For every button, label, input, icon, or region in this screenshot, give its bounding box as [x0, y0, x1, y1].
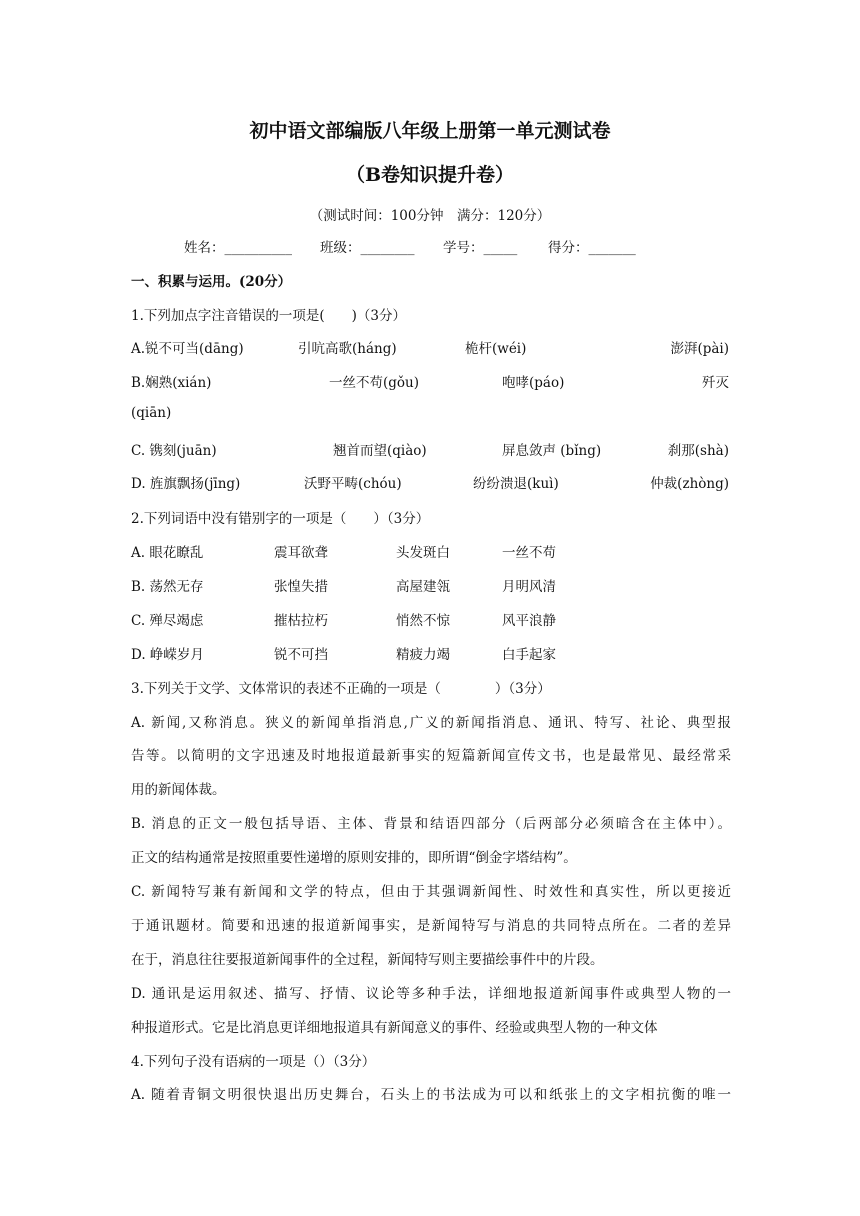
q1-option-c-2: 翘首而望(qiào)	[333, 443, 427, 459]
name-field: 姓名：__________	[184, 240, 292, 256]
document-title: 初中语文部编版八年级上册第一单元测试卷	[249, 120, 611, 142]
q4-stem: 4.下列句子没有语病的一项是（）（3分）	[131, 1054, 376, 1070]
q2-option-b-2: 张惶失措	[274, 579, 328, 595]
q3-option-a-line-1: A. 新闻,又称消息。狭义的新闻单指消息,广义的新闻指消息、通讯、特写、社论、典型报	[131, 715, 731, 731]
q1-option-d-3: 纷纷溃退(kuì)	[473, 476, 559, 492]
q3-option-a-line-2: 告等。以简明的文字迅速及时地报道最新事实的短篇新闻宣传文书，也是最常见、最经常采	[131, 748, 731, 764]
score-field: 得分：_______	[548, 240, 636, 256]
q3-option-c-line-1: C. 新闻特写兼有新闻和文学的特点，但由于其强调新闻性、时效性和真实性，所以更接近	[131, 884, 731, 900]
q3-option-b-line-2: 正文的结构通常是按照重要性递增的原则安排的，即所谓“倒金字塔结构”。	[131, 850, 577, 866]
q2-option-a-1: A. 眼花瞭乱	[131, 545, 204, 561]
q1-option-a-4: 澎湃(pài)	[670, 341, 729, 357]
section-heading: 一、积累与运用。(20分）	[131, 274, 292, 290]
q2-option-d-2: 锐不可挡	[274, 647, 328, 663]
q2-option-c-4: 风平浪静	[502, 613, 556, 629]
q1-option-a-1: A.锐不可当(dāng)	[131, 341, 244, 357]
q1-option-b-4: 歼灭	[702, 375, 729, 391]
q1-option-b-tail: (qiān)	[131, 405, 172, 421]
q2-option-c-2: 摧枯拉朽	[274, 613, 328, 629]
q3-option-d-line-1: D. 通讯是运用叙述、描写、抒情、议论等多种手法，详细地报道新闻事件或典型人物的一	[131, 986, 731, 1002]
q2-stem: 2.下列词语中没有错别字的一项是（ ）（3分）	[131, 511, 430, 527]
q1-option-d-4: 仲裁(zhòng)	[650, 476, 729, 492]
q1-option-b-2: 一丝不苟(gǒu)	[329, 375, 419, 391]
q1-option-d-2: 沃野平畴(chóu)	[304, 476, 402, 492]
q2-option-b-3: 高屋建瓴	[396, 579, 450, 595]
class-field: 班级：________	[320, 240, 415, 256]
document-subtitle: （B卷知识提升卷）	[345, 164, 515, 186]
q3-option-c-line-3: 在于，消息往往要报道新闻事件的全过程，新闻特写则主要描绘事件中的片段。	[131, 952, 604, 968]
q1-option-c-3: 屏息敛声 (bǐng)	[502, 443, 602, 459]
q1-option-d-1: D. 旌旗飘扬(jīng)	[131, 476, 241, 492]
q2-option-b-1: B. 荡然无存	[131, 579, 204, 595]
q2-option-d-4: 白手起家	[502, 647, 556, 663]
q4-option-a-line-1: A. 随着青铜文明很快退出历史舞台，石头上的书法成为可以和纸张上的文字相抗衡的唯一	[131, 1087, 731, 1103]
q1-option-a-3: 桅杆(wéi)	[465, 341, 527, 357]
q2-option-c-1: C. 殚尽竭虑	[131, 613, 204, 629]
number-field: 学号：_____	[443, 240, 518, 256]
q2-option-c-3: 悄然不惊	[396, 613, 450, 629]
q1-option-a-2: 引吭高歌(háng)	[298, 341, 397, 357]
q3-option-c-line-2: 于通讯题材。简要和迅速的报道新闻事实，是新闻特写与消息的共同特点所在。二者的差异	[131, 918, 731, 934]
q1-option-c-1: C. 镌刻(juān)	[131, 443, 217, 459]
exam-info: （测试时间：100分钟 满分：120分）	[309, 208, 551, 224]
q1-stem: 1.下列加点字注音错误的一项是( )（3分）	[131, 308, 407, 324]
q3-option-a-line-3: 用的新闻体裁。	[131, 782, 226, 798]
q3-stem: 3.下列关于文学、文体常识的表述不正确的一项是（ ）（3分）	[131, 681, 551, 697]
q2-option-a-3: 头发斑白	[396, 545, 450, 561]
q2-option-a-2: 震耳欲聋	[274, 545, 328, 561]
q1-option-c-4: 刹那(shà)	[667, 443, 729, 459]
q1-option-b-3: 咆哮(páo)	[502, 375, 565, 391]
q3-option-b-line-1: B. 消息的正文一般包括导语、主体、背景和结语四部分（后两部分必须暗含在主体中）。	[131, 816, 731, 832]
q2-option-d-3: 精疲力竭	[396, 647, 450, 663]
q3-option-d-line-2: 种报道形式。它是比消息更详细地报道具有新闻意义的事件、经验或典型人物的一种文体	[131, 1020, 658, 1036]
q1-option-b-1: B.娴熟(xián)	[131, 375, 212, 391]
q2-option-d-1: D. 峥嵘岁月	[131, 647, 204, 663]
q2-option-a-4: 一丝不苟	[502, 545, 556, 561]
q2-option-b-4: 月明风清	[502, 579, 556, 595]
